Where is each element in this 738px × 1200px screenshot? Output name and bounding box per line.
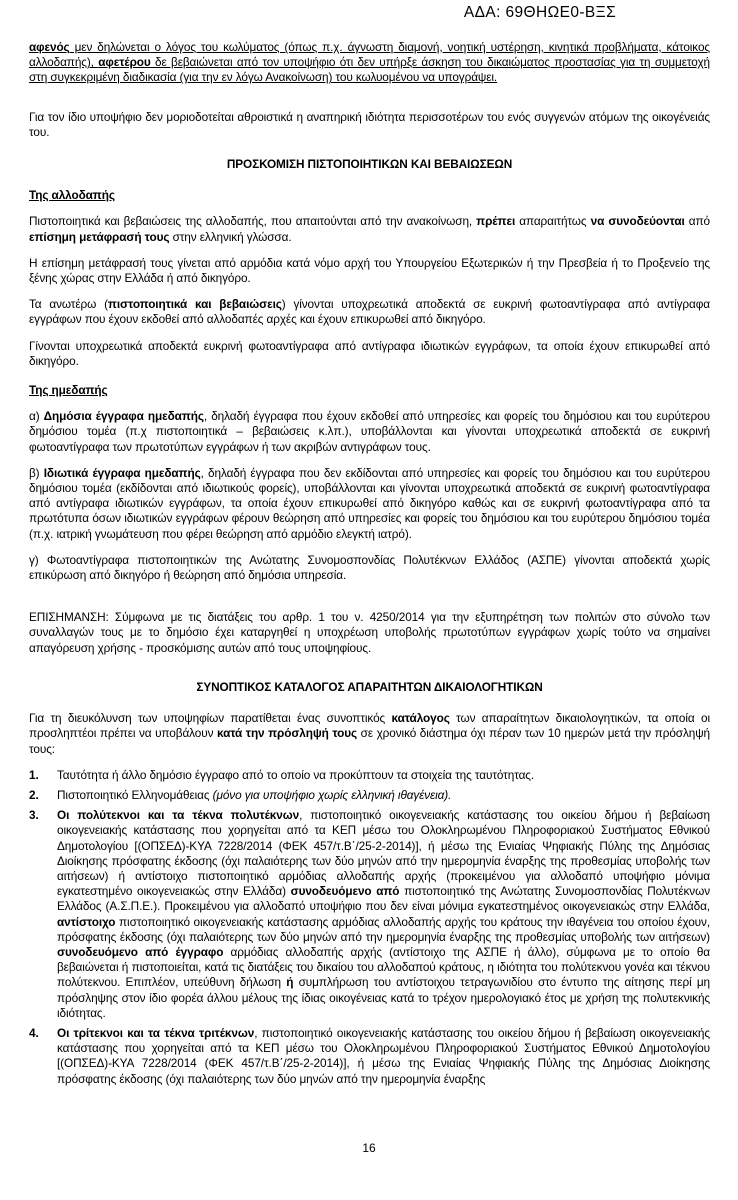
text-run: πιστοποιητικά και βεβαιώσεις [107,297,282,312]
text-run: σε χρονικό διάστημα όχι πέραν των 10 ημερών μετά την πρόσληψή τους: [29,726,710,756]
text-run: πρέπει [476,214,516,229]
text-run: (μόνο για υποψήφιο χωρίς ελληνική ιθαγένεια). [212,787,452,802]
text-run: , δηλαδή έγγραφα που έχουν εκδοθεί από υπηρεσίες και φορείς του δημόσιου και του ευρύτερου δημόσιου τομέα (π.χ πιστοποιητικά – βεβαιώσεις κ.λπ.), υποβάλλονται και γίνονται υποχρεωτικά αποδεκτά σε ευκρινή φωτοαντίγραφα των πρωτοτύπων εγγράφων ή των ακριβών αντιγράφων τους. [29,409,710,454]
text-run: Ιδιωτικά έγγραφα ημεδαπής [43,465,201,480]
text-run: πιστοποιητικό της Ανώτατης Συνομοσπονδίας Πολυτέκνων Ελλάδος (Α.Σ.Π.Ε.). Προκειμένου για αλλοδαπό υποψήφιο που δεν είναι μόνιμα εγκατεστημένος οικογενειακώς στην Ελλάδα, [57,884,710,914]
text-run: Πιστοποιητικό Ελληνομάθειας [57,787,213,802]
text-run: , πιστοποιητικό οικογενειακής κατάστασης του οικείου δήμου ή βεβαίωση οικογενειακής κατάστασης που χορηγείται από τα ΚΕΠ μέσω του Ολοκληρωμένου Πληροφοριακού Συστήματος Εθνικού Δημοτολογίου [(ΟΠΣΕΔ)-ΚΥΑ 7228/2014 (ΦΕΚ 457/τ.Β΄/25-2-2014)], ή μέσω της Ενιαίας Ψηφιακής Πύλης της Δημόσιας Διοίκησης πρόσφατης έκδοσης (όχι παλαιότερης των δύο μηνών από την ημερομηνία έναρξης της προθεσμίας υποβολής των αιτήσεων) ή αντίστοιχο πιστοποιητικό αρμόδιας αλλοδαπής αρχής (προκειμένου για αλλοδαπό υποψήφιο μόνιμα εγκατεστημένο οικογενειακώς στην Ελλάδα) [57,808,710,899]
list-item-triteknoi [29,1026,710,1087]
list-item-identity [29,768,710,783]
text-run: ) γίνονται υποχρεωτικά αποδεκτά σε ευκρινή φωτοαντίγραφα από αντίγραφα εγγράφων που έχουν εκδοθεί από αλλοδαπές αρχές και έχουν επικυρωθεί από δικηγόρο. [29,297,710,327]
text-run: δε βεβαιώνεται από τον υποψήφιο ότι δεν υπήρξε άσκηση του δικαιώματος προστασίας για τη συμμετοχή στη συγκεκριμένη διαδικασία (για την εν λόγω Ανακοίνωση) του κωλυομένου να υπογράψει. [29,55,710,85]
text-run: , πιστοποιητικό οικογενειακής κατάστασης του οικείου δήμου ή βεβαίωση οικογενειακής κατάστασης που χορηγείται από τα ΚΕΠ μέσω του Ολοκληρωμένου Πληροφοριακού Συστήματος Εθνικού Δημοτολογίου [(ΟΠΣΕΔ)-ΚΥΑ 7228/2014 (ΦΕΚ 457/τ.Β΄/25-2-2014)], ή μέσω της Ενιαίας Ψηφιακής Πύλης της Δημόσιας Διοίκησης πρόσφατης έκδοσης (όχι παλαιότερης των δύο μηνών από την ημερομηνία έναρξης [57,1025,710,1086]
text-run: από [684,214,710,229]
list-item-greek-language [29,788,710,803]
paragraph-list-intro [29,711,710,757]
heading-summary-list [29,680,710,695]
paragraph-foreign-translation [29,214,710,244]
text-run: Γίνονται υποχρεωτικά αποδεκτά ευκρινή φωτοαντίγραφα από αντίγραφα ιδιωτικών εγγράφων, τα οποία έχουν επικυρωθεί από δικηγόρο. [29,338,710,368]
list-text [57,788,710,803]
text-run: αντίστοιχο [57,914,116,929]
subheading-foreign [29,188,710,203]
list-number: 3. [29,808,39,823]
list-text [57,1026,710,1087]
text-run: κατάλογος [391,711,450,726]
text-run: Ταυτότητα ή άλλο δημόσιο έγγραφο από το οποίο να προκύπτουν τα στοιχεία της ταυτότητας. [57,767,535,782]
ada-code: ΑΔΑ: 69ΘΗΩΕ0-ΒΞΣ [463,4,617,21]
text-run: Της αλλοδαπής [29,188,115,203]
text-run: απαραιτήτως [515,214,591,229]
text-run: ΕΠΙΣΗΜΑΝΣΗ: Σύμφωνα με τις διατάξεις του αρθρ. 1 του ν. 4250/2014 για την εξυπηρέτηση των πολιτών στο σύνολο των συναλλαγών τους με το δημόσιο έχει καταργηθεί η υποχρέωση υποβολής πρωτοτύπων εγγράφων χωρίς τούτο να σημαίνει απαγόρευση χρήσης - προσκόμισης αυτών από τους υποψηφίους. [29,610,710,655]
document-body [29,40,710,1092]
text-run: συμπλήρωση του αντίστοιχου τετραγωνιδίου στο έντυπο της αίτησης περί μη πρόσληψης στον ίδιο φορέα άλλου μέλους της ίδιας οικογένειας κατά το τρέχον ημερολογιακό έτος με χρήση της πολυτεκνικής ιδιότητας. [57,975,710,1020]
heading-certificates-submission [29,157,710,172]
subheading-domestic [29,383,710,398]
text-run: Οι τρίτεκνοι και τα τέκνα τριτέκνων [57,1025,255,1040]
text-run: Για τη διευκόλυνση των υποψηφίων παρατίθεται ένας συνοπτικός [29,711,392,726]
text-run: συνοδευόμενο από έγγραφο [57,944,224,959]
paragraph-foreign-copies [29,297,710,327]
text-run: α) [29,409,44,424]
text-run: , δηλαδή έγγραφα που δεν εκδίδονται από υπηρεσίες και φορείς του δημόσιου και του ευρύτερου δημόσιου τομέα (εκδίδονται από ιδιωτικούς φορείς), υποβάλλονται και γίνονται υποχρεωτικά αποδεκτά σε ευκρινή φωτοαντίγραφα από αντίγραφα ιδιωτικών εγγράφων, τα οποία έχουν επικυρωθεί από δικηγόρο καθώς και σε ευκρινή φωτοαντίγραφα από τα πρωτότυπα όσων ιδιωτικών εγγράφων φέρουν θεώρηση από υπηρεσίες και φορείς του δημόσιου και του ευρύτερου δημόσιου τομέα (π.χ. ιατρική γνωμάτευση που φέρει θεώρηση από αρμόδιο ελεγκτή ιατρό). [29,465,710,541]
paragraph-translation-authority [29,256,710,286]
paragraph-private-foreign-copies [29,339,710,369]
paragraph-disability-scoring [29,110,710,140]
list-number: 4. [29,1025,39,1040]
paragraph-impediment-declaration [29,40,710,86]
text-run: Η επίσημη μετάφρασή τους γίνεται από αρμόδια κατά νόμο αρχή του Υπουργείου Εξωτερικών ή την Πρεσβεία ή το Προξενείο της ξένης χώρας στην Ελλάδα ή από δικηγόρο. [29,255,710,286]
text-run: συνοδευόμενο από [290,884,400,899]
text-run: Τα ανωτέρω ( [29,297,108,312]
text-run: πιστοποιητικό οικογενειακής κατάστασης αρμόδιας αλλοδαπής αρχής του κράτους την ιθαγένεια του οποίου έχουν, πρόσφατης έκδοσης (όχι παλαιότερης των δύο μηνών από την ημερομηνία έναρξης της προθεσμίας υποβολής των αιτήσεων) [57,914,710,944]
text-run: ΠΡΟΣΚΟΜΙΣΗ ΠΙΣΤΟΠΟΙΗΤΙΚΩΝ ΚΑΙ ΒΕΒΑΙΩΣΕΩΝ [226,157,513,172]
list-text [57,808,710,1021]
text-run: ΣΥΝΟΠΤΙΚΟΣ ΚΑΤΑΛΟΓΟΣ ΑΠΑΡΑΙΤΗΤΩΝ ΔΙΚΑΙΟΛΟΓΗΤΙΚΩΝ [196,679,543,694]
paragraph-aspe-copies [29,553,710,583]
text-run: β) [29,465,44,480]
text-run: Δημόσια έγγραφα ημεδαπής [43,409,204,424]
text-run: στην ελληνική γλώσσα. [169,229,292,244]
text-run: κατά την πρόσληψή τους [216,726,358,741]
text-run: μεν δηλώνεται ο λόγος του κωλύματος (όπως π.χ. άγνωστη διαμονή, νοητική υστέρηση, κινητικά προβλήματα, κάτοικος αλλοδαπής), [29,40,710,70]
text-run: να συνοδεύονται [590,214,685,229]
paragraph-domestic-public [29,409,710,455]
text-run: Πιστοποιητικά και βεβαιώσεις της αλλοδαπής, που απαιτούνται από την ανακοίνωση, [29,214,477,229]
text-run: γ) Φωτοαντίγραφα πιστοποιητικών της Ανώτατης Συνομοσπονδίας Πολυτέκνων Ελλάδος (ΑΣΠΕ) γίνονται αποδεκτά χωρίς επικύρωση από δικηγόρο ή θεώρηση από δημόσια υπηρεσία. [29,552,710,583]
text-run: των απαραίτητων δικαιολογητικών, τα οποία οι προσληπτέοι πρέπει να υποβάλουν [29,711,710,741]
text-run: επίσημη μετάφρασή τους [29,229,170,244]
paragraph-domestic-private [29,466,710,542]
paragraph-episimansi [29,610,710,656]
text-run: αφετέρου [98,55,151,70]
text-run: Της ημεδαπής [29,383,108,398]
list-text [57,768,710,783]
text-run: ή [286,975,294,990]
list-number: 1. [29,767,39,782]
list-item-polyteknoi [29,808,710,1021]
page-number: 16 [362,1141,376,1155]
list-number: 2. [29,787,39,802]
text-run: αφενός [29,40,70,54]
text-run: Οι πολύτεκνοι και τα τέκνα πολυτέκνων [57,808,300,823]
text-run: Για τον ίδιο υποψήφιο δεν μοριοδοτείται αθροιστικά η αναπηρική ιδιότητα περισσοτέρων του ενός συγγενών ατόμων της οικογένειάς του. [29,109,710,139]
text-run: αρμόδιας αλλοδαπής αρχής (αντίστοιχο της ΑΣΠΕ ή άλλο), σύμφωνα με το οποίο θα βεβαιώνεται ή πιστοποιείται, κατά τις διατάξεις του δικαίου του αλλοδαπού κράτους, η ιδιότητα του πολύτεκνου γονέα και τέκνου πολύτεκνου. Επιπλέον, υπεύθυνη δήλωση [57,944,710,990]
